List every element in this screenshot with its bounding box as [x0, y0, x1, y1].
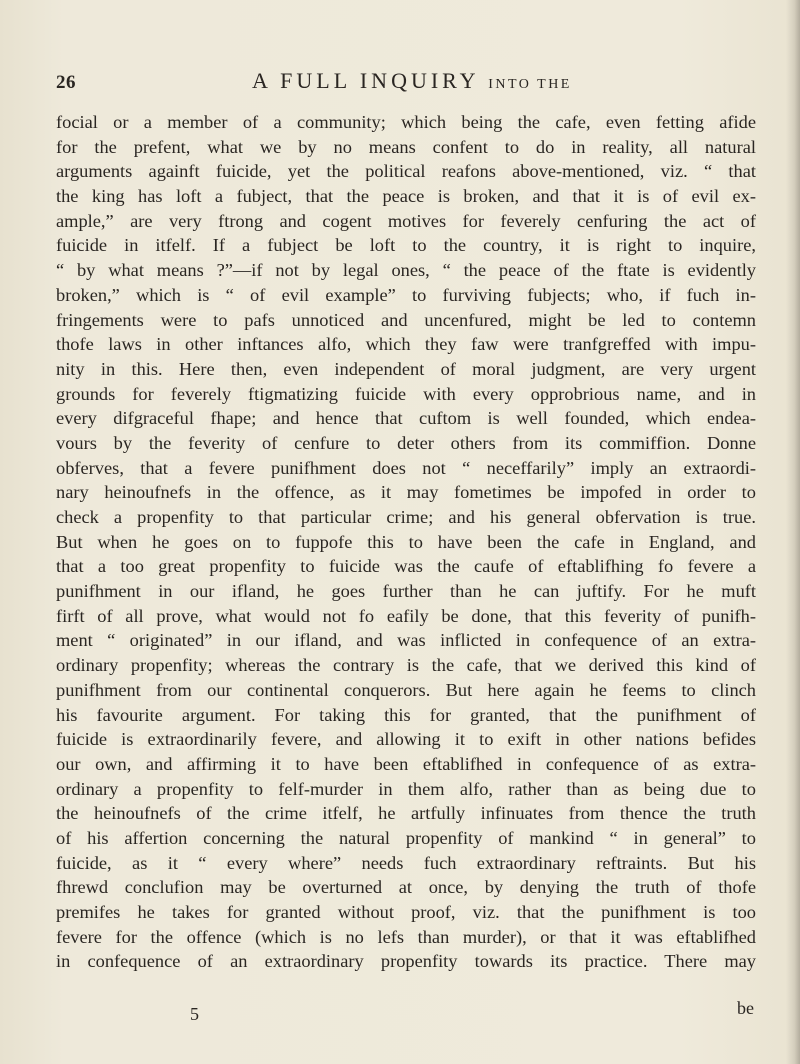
page-footer [56, 998, 756, 1034]
text-line: focial or a member of a community; which being the cafe, even fetting afide [56, 112, 756, 132]
text-line: grounds for feverely ftigmatizing fuicide with every opprobrious name, and in [56, 383, 756, 404]
text-line: “ by what means ?”—if not by legal ones, “ the peace of the ftate is evidently [56, 260, 756, 281]
text-line: nary heinoufnefs in the offence, as it may fometimes be impofed in order to [56, 482, 756, 503]
text-line: that a too great propenfity to fuicide was the caufe of eftablifhing fo fevere a [56, 556, 756, 577]
page-number: 26 [56, 72, 76, 93]
text-line: But when he goes on to fuppofe this to have been the cafe in England, and [56, 531, 756, 552]
text-line: thofe laws in other inftances alfo, which they faw were tranfgreffed with impu- [56, 334, 756, 355]
text-line: arguments againft fuicide, yet the political reafons above-mentioned, viz. “ that [56, 161, 756, 182]
text-line: ordinary propenfity; whereas the contrary is the cafe, that we derived this kind of [56, 655, 756, 676]
text-line: every difgraceful fhape; and hence that cuftom is well founded, which endea- [56, 408, 756, 429]
text-line: the king has loft a fubject, that the peace is broken, and that it is of evil ex- [56, 186, 756, 207]
running-head-main: A FULL INQUIRY [252, 68, 479, 93]
text-line: his favourite argument. For taking this for granted, that the punifhment of [56, 704, 756, 725]
text-line: punifhment from our continental conquerors. But here again he feems to clinch [56, 679, 756, 700]
text-line: ordinary a propenfity to felf-murder in them alfo, rather than as being due to [56, 778, 756, 799]
text-line: for the prefent, what we by no means confent to do in reality, all natural [56, 136, 756, 157]
text-line: fuicide in itfelf. If a fubject be loft to the country, it is right to inquire, [56, 235, 756, 256]
text-line: broken,” which is “ of evil example” to furviving fubjects; who, if fuch in- [56, 284, 756, 305]
text-line: of his affertion concerning the natural propenfity of mankind “ in general” to [56, 827, 756, 848]
text-line: fuicide is extraordinarily fevere, and allowing it to exift in other nations befides [56, 729, 756, 750]
text-line: check a propenfity to that particular crime; and his general obfervation is true. [56, 507, 756, 527]
text-line: punifhment in our ifland, he goes further than he can juftify. For he muft [56, 581, 756, 602]
text-line: fringements were to pafs unnoticed and uncenfured, might be led to contemn [56, 309, 756, 330]
page-header [56, 68, 756, 98]
text-line: fuicide, as it “ every where” needs fuch extraordinary reftraints. But his [56, 852, 756, 873]
text-line: vours by the feverity of cenfure to deter others from its commiffion. Donne [56, 432, 756, 453]
text-line: fhrewd conclufion may be overturned at once, by denying the truth of thofe [56, 877, 756, 898]
text-line: premifes he takes for granted without proof, viz. that the punifhment is too [56, 902, 756, 922]
page-edge-shadow [786, 0, 800, 1064]
text-line: ample,” are very ftrong and cogent motives for feverely cenfuring the act of [56, 210, 756, 231]
text-line: firft of all prove, what would not fo eafily be done, that this feverity of punifh- [56, 605, 756, 626]
text-line: our own, and affirming it to have been eftablifhed in confequence of as extra- [56, 753, 756, 774]
body-text [56, 110, 756, 974]
text-line: fevere for the offence (which is no lefs than murder), or that it was eftablifhed [56, 926, 756, 947]
running-head [252, 68, 572, 94]
text-line: obferves, that a fevere punifhment does not “ neceffarily” imply an extraordi- [56, 457, 756, 478]
text-line: ment “ originated” in our ifland, and was inflicted in confequence of an extra- [56, 630, 756, 651]
signature-mark: 5 [190, 1004, 199, 1024]
text-line: the heinoufnefs of the crime itfelf, he artfully infinuates from thence the truth [56, 803, 756, 824]
running-head-small: INTO THE [488, 77, 572, 92]
catchword: be [737, 998, 754, 1018]
text-line: nity in this. Here then, even independent of moral judgment, are very urgent [56, 358, 756, 379]
text-line: in confequence of an extraordinary propenfity towards its practice. There may [56, 951, 756, 972]
